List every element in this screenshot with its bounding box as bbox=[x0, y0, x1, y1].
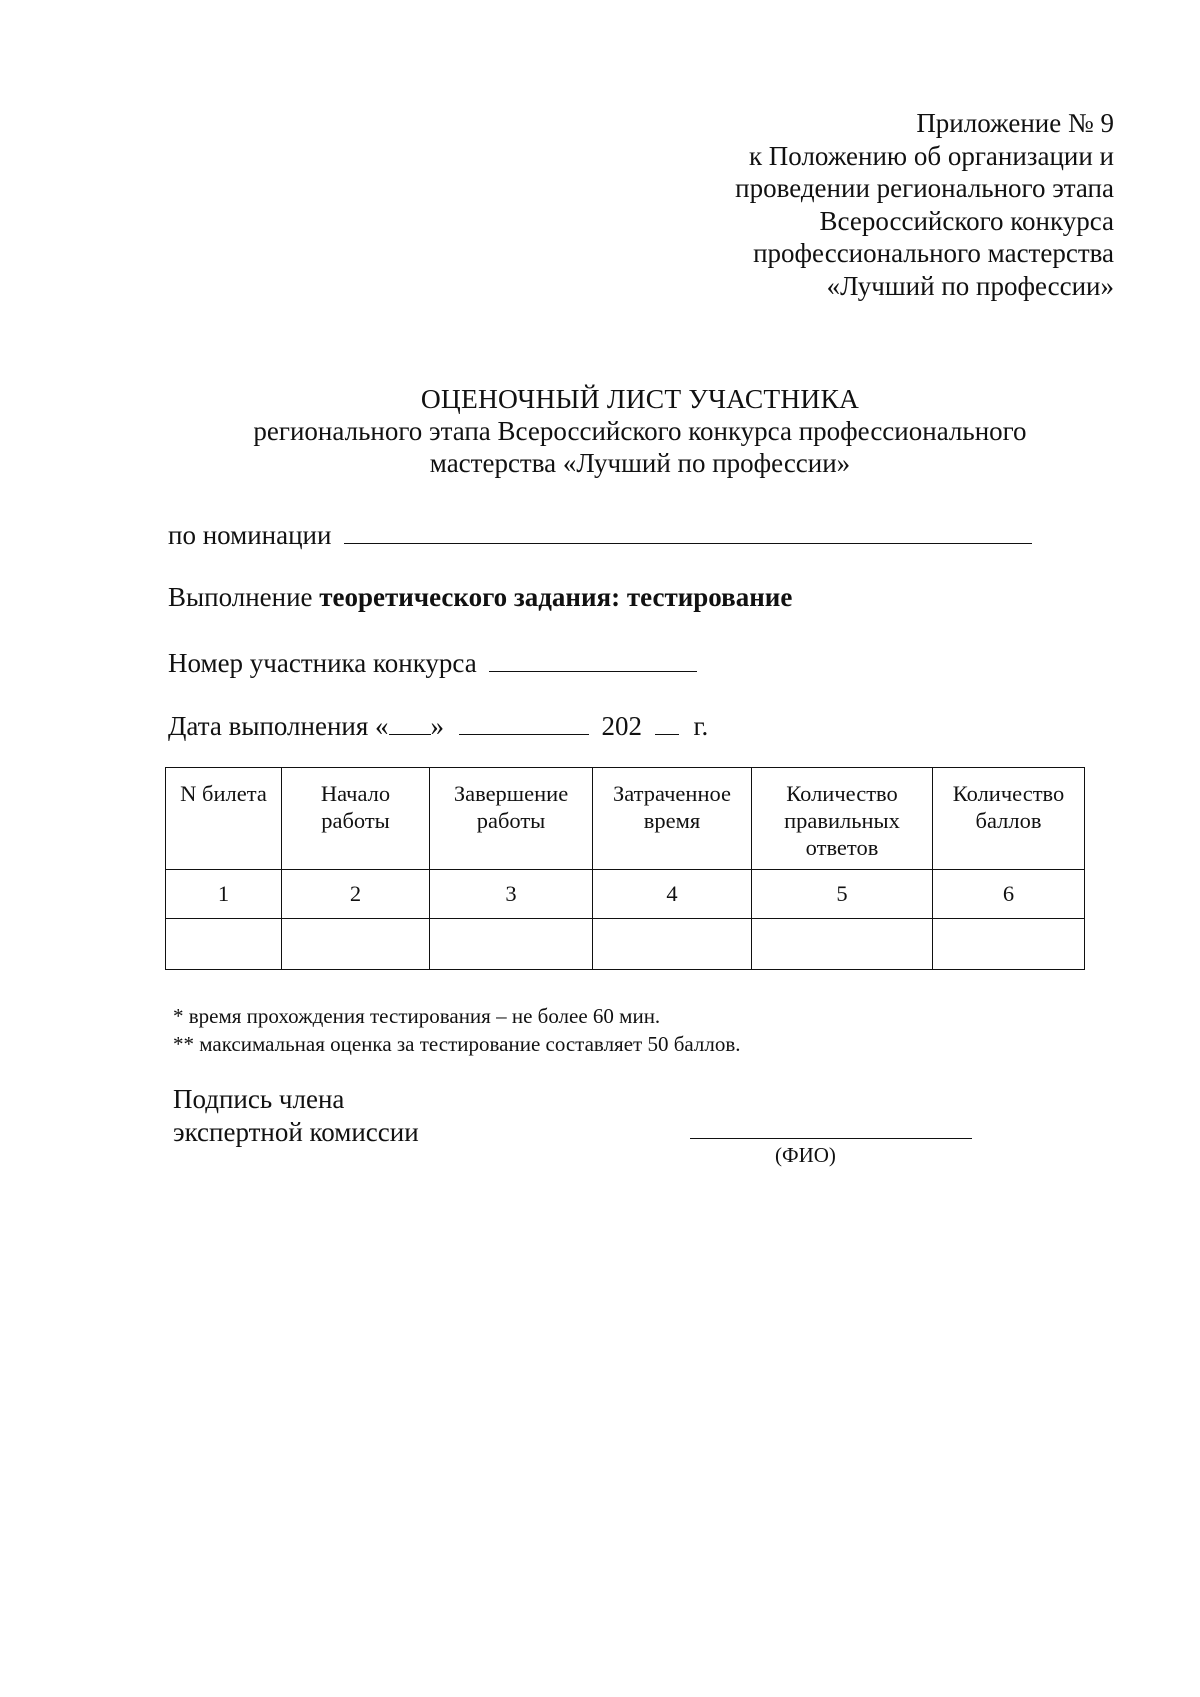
fio-caption: (ФИО) bbox=[775, 1143, 836, 1167]
header-ticket-number: N билета bbox=[166, 768, 282, 870]
date-row bbox=[168, 711, 708, 742]
task-type: теоретического задания: тестирование bbox=[319, 582, 793, 612]
nomination-blank[interactable] bbox=[344, 543, 1032, 544]
results-table bbox=[165, 767, 1085, 970]
appendix-line: проведении регионального этапа bbox=[735, 173, 1114, 203]
table-header-row bbox=[166, 768, 1085, 870]
appendix-block bbox=[554, 107, 1114, 302]
footnote: ** максимальная оценка за тестирование составляет 50 баллов. bbox=[173, 1032, 741, 1056]
header-correct-answers: Количество правильных ответов bbox=[752, 768, 933, 870]
header-score: Количество баллов bbox=[933, 768, 1085, 870]
date-year: 202 bbox=[601, 711, 643, 741]
header-time-spent: Затраченное время bbox=[593, 768, 752, 870]
column-number: 5 bbox=[752, 870, 933, 919]
header-end-time: Завершение работы bbox=[430, 768, 593, 870]
table-cell[interactable] bbox=[752, 919, 933, 970]
task-prefix: Выполнение bbox=[168, 582, 320, 612]
date-close-quote: » bbox=[430, 711, 445, 741]
document-title bbox=[0, 383, 1200, 479]
table-row bbox=[166, 870, 1085, 919]
title-sub: мастерства «Лучший по профессии» bbox=[429, 448, 851, 478]
column-number: 4 bbox=[593, 870, 752, 919]
signature-line-1: Подпись члена bbox=[173, 1084, 345, 1114]
table-cell[interactable] bbox=[282, 919, 430, 970]
date-year-blank[interactable] bbox=[655, 734, 679, 735]
signature-label bbox=[173, 1083, 419, 1149]
column-number: 6 bbox=[933, 870, 1085, 919]
column-number: 1 bbox=[166, 870, 282, 919]
participant-row bbox=[168, 648, 697, 679]
table-cell[interactable] bbox=[166, 919, 282, 970]
appendix-line: «Лучший по профессии» bbox=[826, 270, 1114, 301]
title-main: ОЦЕНОЧНЫЙ ЛИСТ УЧАСТНИКА bbox=[420, 383, 860, 414]
task-row bbox=[168, 582, 792, 613]
nomination-row bbox=[168, 520, 1032, 551]
participant-label: Номер участника конкурса bbox=[168, 648, 477, 678]
date-label: Дата выполнения « bbox=[168, 711, 389, 741]
footnotes bbox=[173, 1002, 741, 1058]
column-number: 3 bbox=[430, 870, 593, 919]
title-sub: регионального этапа Всероссийского конкурса профессионального bbox=[253, 416, 1027, 446]
date-suffix: г. bbox=[693, 711, 709, 741]
table-cell[interactable] bbox=[593, 919, 752, 970]
appendix-line: к Положению об организации и bbox=[748, 140, 1114, 171]
footnote: * время прохождения тестирования – не более 60 мин. bbox=[173, 1004, 661, 1028]
appendix-line: Приложение № 9 bbox=[916, 108, 1114, 138]
nomination-label: по номинации bbox=[168, 520, 332, 550]
table-cell[interactable] bbox=[933, 919, 1085, 970]
appendix-line: Всероссийского конкурса bbox=[819, 205, 1114, 236]
appendix-line: профессионального мастерства bbox=[753, 238, 1114, 268]
participant-number-blank[interactable] bbox=[489, 671, 697, 672]
table-row bbox=[166, 919, 1085, 970]
signature-blank[interactable] bbox=[690, 1138, 972, 1139]
column-number: 2 bbox=[282, 870, 430, 919]
header-start-time: Начало работы bbox=[282, 768, 430, 870]
date-month-blank[interactable] bbox=[459, 734, 589, 735]
signature-line-2: экспертной комиссии bbox=[173, 1117, 419, 1147]
date-day-blank[interactable] bbox=[389, 734, 431, 735]
table-cell[interactable] bbox=[430, 919, 593, 970]
